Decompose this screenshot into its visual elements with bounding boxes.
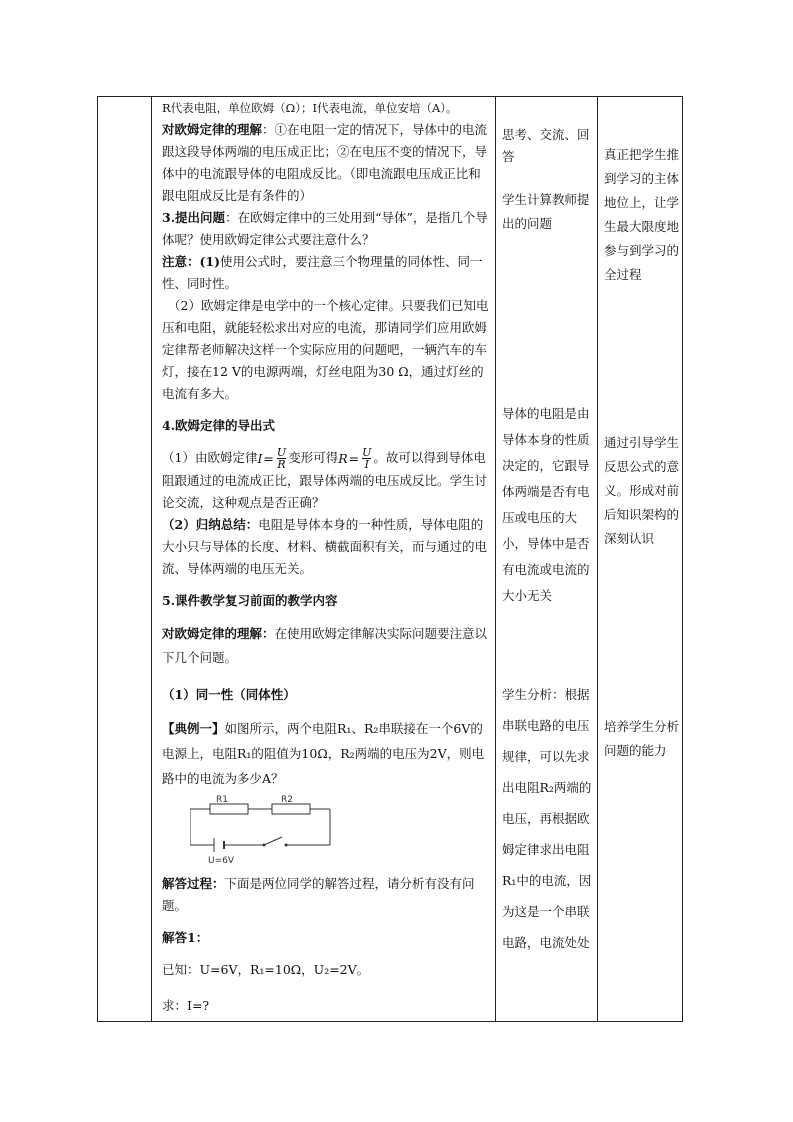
note-label: 注意：(1) <box>162 254 221 269</box>
s5-label: 对欧姆定律的理解： <box>162 626 275 641</box>
derived-formula <box>338 447 373 470</box>
student-activity-2: 学生计算教师提出的问题 <box>502 192 590 231</box>
frac-den: R <box>277 458 286 471</box>
label-voltage: U=6V <box>208 856 235 866</box>
formula-eq: = <box>348 450 360 466</box>
frac-den: I <box>364 458 369 471</box>
formula-i: I <box>257 450 263 466</box>
label-r1: R1 <box>216 795 228 805</box>
fraction-u-over-r <box>277 447 286 470</box>
definition-line: R代表电阻，单位欧姆（Ω）；I代表电流，单位安培（A）。 <box>162 101 458 115</box>
formula-eq: = <box>263 450 274 466</box>
section-5-sub <box>162 684 490 706</box>
summary-text: 电阻是导体本身的一种性质，导体电阻的大小只与导体的长度、材料、横截面积有关，而与通过的电流、导体两端的电压无关。 <box>162 517 488 576</box>
derivation-pre: （1）由欧姆定律 <box>162 450 258 465</box>
formula-r: R <box>338 450 348 466</box>
section-5-title-text: 5.课件教学复习前面的教学内容 <box>162 593 338 608</box>
solution-text: 下面是两位同学的解答过程，请分析有没有问题。 <box>162 876 475 913</box>
answer-1-label <box>162 927 490 949</box>
find-value: 求：I=? <box>162 998 210 1013</box>
student-activity-column <box>499 97 595 958</box>
q3-text: ：在欧姆定律中的三处用到“导体”，是指几个导体呢？使用欧姆定律公式要注意什么？ <box>162 210 488 247</box>
circuit-diagram <box>190 795 340 867</box>
example-label: 【典例一】 <box>162 721 225 736</box>
frac-num: U <box>276 446 287 459</box>
switch-pivot <box>263 844 266 847</box>
column-divider <box>151 97 152 1021</box>
note-2: （2）欧姆定律是电学中的一个核心定律。只要我们已知电压和电阻，就能轻松求出对应的电流，那请同学们应用欧姆定律帮老师解决这样一个实际应用的问题吧，一辆汽车的车灯，接在12 V的电源两端，灯丝电阻为30 Ω，通过灯丝的电流有多大。 <box>162 298 489 401</box>
derivation-post: 。故可以得到导体电阻跟通过的电流成正比，跟导体两端的电压成反比。学生讨论交流，这种观点是否正确？ <box>162 450 488 510</box>
design-intent-3: 培养学生分析问题的能力 <box>604 719 680 758</box>
s5-text: 在使用欧姆定律解决实际问题要注意以下几个问题。 <box>162 626 488 665</box>
example-1 <box>162 716 490 791</box>
student-activity-1: 思考、交流、回答 <box>502 127 590 164</box>
understanding-text: ：①在电阻一定的情况下，导体中的电流跟这段导体两端的电压成正比；②在电压不变的情况下，导体中的电流跟导体的电阻成反比。（即电流跟电压成正比和跟电阻成反比是有条件的） <box>162 122 488 203</box>
student-activity-3: 导体的电阻是由导体本身的性质决定的，它跟导体两端是否有电压或电压的大小，导体中是否有电流或电流的大小无关 <box>502 406 590 603</box>
question-3 <box>162 207 490 251</box>
fraction-u-over-i <box>362 447 371 470</box>
answer-1-text: 解答1： <box>162 930 209 945</box>
section-5-title <box>162 590 490 612</box>
known-values: 已知：U=6V，R₁=10Ω，U₂=2V。 <box>162 962 370 977</box>
resistor-r1 <box>210 804 248 814</box>
note-text: 使用公式时，要注意三个物理量的同体性、同一性、同时性。 <box>162 254 483 291</box>
section-4-summary <box>162 514 490 580</box>
ohm-formula <box>257 447 288 470</box>
teaching-content-column <box>156 97 496 1017</box>
design-intent-1: 真正把学生推到学习的主体地位上，让学生最大限度地参与到学习的全过程 <box>604 147 680 282</box>
section-4-derivation <box>162 447 490 514</box>
design-intent-2: 通过引导学生反思公式的意义。形成对前后知识架构的深刻认识 <box>604 435 680 546</box>
frac-num: U <box>362 446 372 459</box>
resistor-r2 <box>272 804 310 814</box>
q3-label: 3.提出问题 <box>162 210 226 225</box>
s5-sub-text: （1）同一性（同体性） <box>162 687 296 702</box>
design-intent-column <box>601 97 684 763</box>
section-4-title-text: 4.欧姆定律的导出式 <box>162 418 276 433</box>
switch-contact <box>285 844 288 847</box>
lesson-table <box>97 96 683 1022</box>
student-activity-4: 学生分析：根据串联电路的电压规律，可以先求出电阻R₂两端的电压，再根据欧姆定律求出电阻R₁中的电流，因为这是一个串联电路，电流处处 <box>502 687 592 950</box>
example-text: 如图所示，两个电阻R₁、R₂串联接在一个6V的电源上，电阻R₁的阻值为10Ω，R₂两端的电压为2V，则电路中的电流为多少A？ <box>162 721 485 786</box>
ohm-law-understanding <box>162 119 490 207</box>
understanding-label: 对欧姆定律的理解 <box>162 122 263 137</box>
solution-intro <box>162 873 490 917</box>
section-5-understanding <box>162 622 490 670</box>
note-1 <box>162 251 490 295</box>
solution-label: 解答过程： <box>162 876 225 891</box>
derivation-mid: 变形可得 <box>288 450 339 465</box>
label-r2: R2 <box>281 795 293 805</box>
column-divider <box>597 97 598 1021</box>
section-4-title <box>162 415 490 437</box>
summary-label: （2）归纳总结： <box>162 517 259 532</box>
